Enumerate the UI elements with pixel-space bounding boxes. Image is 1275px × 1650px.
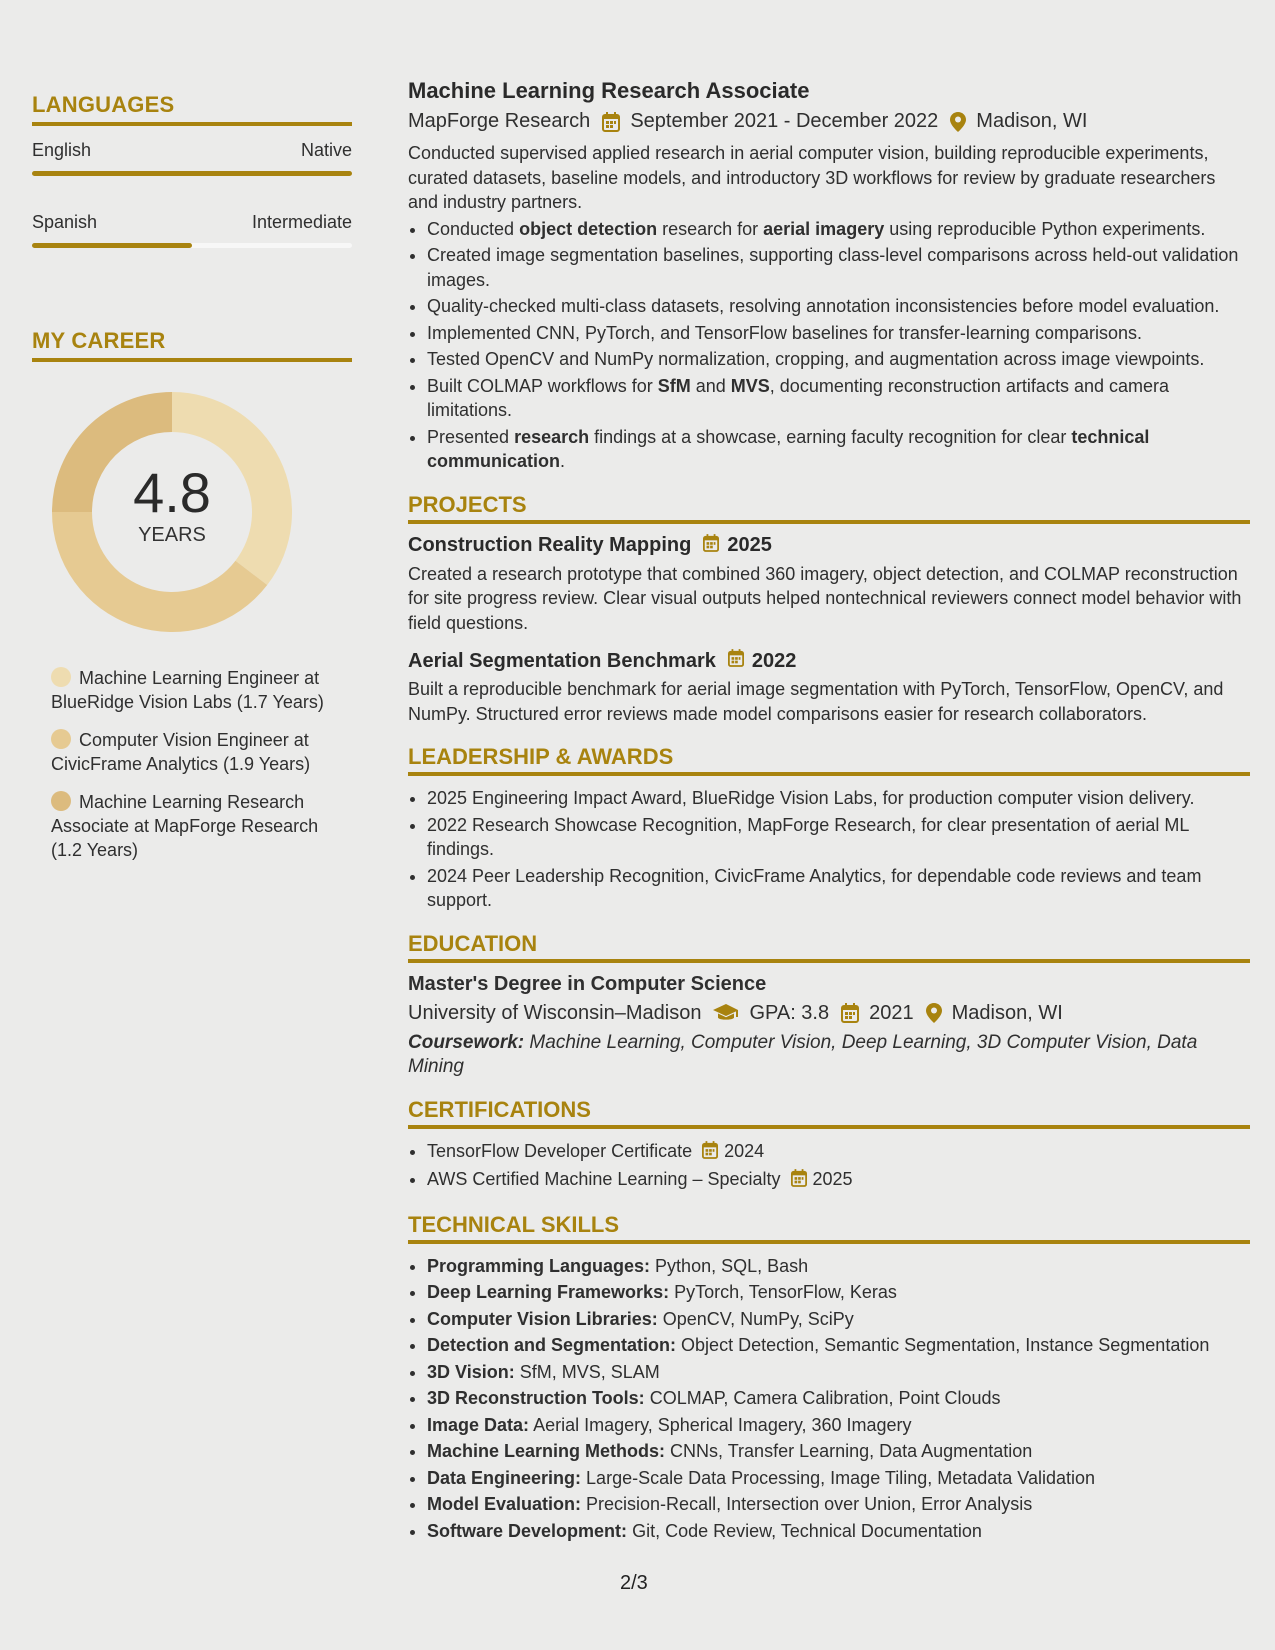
legend-label: Machine Learning Research Associate at MapForge Research (1.2 Years) xyxy=(51,792,319,860)
emphasis-text: technical communication xyxy=(427,426,1150,471)
legend-dot xyxy=(51,729,71,749)
project-title: Aerial Segmentation Benchmark xyxy=(408,649,716,672)
skill-item xyxy=(427,1386,1250,1411)
skills-heading: TECHNICAL SKILLS xyxy=(408,1212,1250,1244)
bullet-text: using reproducible Python experiments. xyxy=(884,218,1206,239)
language-row xyxy=(32,212,352,233)
award-item: • 2025 Engineering Impact Award, BlueRidge Vision Labs, for production computer vision delivery. xyxy=(427,786,1250,811)
skill-label: Machine Learning Methods: xyxy=(427,1441,666,1461)
skills-list xyxy=(408,1254,1250,1544)
job-bullet xyxy=(427,217,1250,242)
skill-label: Software Development: xyxy=(427,1520,628,1541)
education-heading: EDUCATION xyxy=(408,931,1250,963)
award-item: • 2022 Research Showcase Recognition, MapForge Research, for clear presentation of aerial ML findings. xyxy=(427,813,1250,862)
career-legend-item xyxy=(51,666,331,714)
skill-value: OpenCV, NumPy, SciPy xyxy=(662,1308,854,1329)
certification-name: AWS Certified Machine Learning – Specialty xyxy=(427,1169,781,1189)
job-bullets xyxy=(408,217,1250,474)
emphasis-text: SfM xyxy=(657,375,691,396)
skill-item xyxy=(427,1254,1250,1279)
education-meta xyxy=(408,1002,1250,1025)
degree-title: Master's Degree in Computer Science xyxy=(408,972,767,995)
calendar-icon xyxy=(728,649,744,673)
job-bullet xyxy=(427,347,1250,372)
skill-value: Python, SQL, Bash xyxy=(655,1255,809,1276)
skill-label: Computer Vision Libraries: xyxy=(427,1308,658,1329)
coursework-list: Machine Learning, Computer Vision, Deep Learning, 3D Computer Vision, Data Mining xyxy=(408,1031,1198,1077)
certifications-heading: CERTIFICATIONS xyxy=(408,1097,1250,1129)
certification-name: TensorFlow Developer Certificate xyxy=(427,1140,693,1161)
career-section xyxy=(32,328,352,862)
job-dates: September 2021 - December 2022 xyxy=(630,110,939,132)
job-summary: Conducted supervised applied research in aerial computer vision, building reproducible experiments, curated datasets, baseline models, and introductory 3D workflows for review by graduate researchers and industry partners. xyxy=(408,143,1216,212)
career-legend-item xyxy=(51,728,331,776)
career-donut-chart xyxy=(52,392,292,632)
bullet-text: Presented xyxy=(427,426,515,447)
skill-value: COLMAP, Camera Calibration, Point Clouds xyxy=(649,1388,1001,1408)
coursework-label: Coursework: xyxy=(408,1031,525,1053)
certifications-list xyxy=(408,1139,1250,1194)
school-name: University of Wisconsin–Madison xyxy=(408,1001,702,1024)
skill-value: Precision-Recall, Intersection over Union, Error Analysis xyxy=(586,1494,1033,1514)
language-item xyxy=(32,212,352,248)
awards-list xyxy=(408,786,1250,913)
calendar-icon xyxy=(703,534,719,558)
languages-heading: LANGUAGES xyxy=(32,92,352,126)
language-item xyxy=(32,140,352,176)
emphasis-text: aerial imagery xyxy=(763,218,885,239)
graduation-cap-icon xyxy=(713,1004,739,1022)
career-legend xyxy=(32,666,352,862)
company-name: MapForge Research xyxy=(408,110,591,132)
gpa: GPA: 3.8 xyxy=(749,1001,830,1024)
calendar-icon xyxy=(602,112,620,132)
career-legend-item xyxy=(51,790,331,862)
award-item: • 2024 Peer Leadership Recognition, CivicFrame Analytics, for dependable code reviews and team support. xyxy=(427,864,1250,913)
skill-item xyxy=(427,1307,1250,1332)
project-description: Created a research prototype that combined 360 imagery, object detection, and COLMAP reconstruction for site progress review. Clear visual outputs helped nontechnical reviewers connect model behavior with field questions. xyxy=(408,563,1242,633)
projects-list xyxy=(408,534,1250,727)
project-year: 2025 xyxy=(727,534,772,556)
skill-value: PyTorch, TensorFlow, Keras xyxy=(674,1282,897,1302)
languages-list xyxy=(32,140,352,248)
job-location: Madison, WI xyxy=(976,110,1088,132)
language-level: Native xyxy=(300,140,352,160)
main-content xyxy=(408,78,1250,1545)
legend-label: Computer Vision Engineer at CivicFrame Analytics (1.9 Years) xyxy=(51,730,311,774)
bullet-text: research for xyxy=(657,218,764,239)
skill-item xyxy=(427,1280,1250,1305)
career-heading: MY CAREER xyxy=(32,328,352,362)
location-pin-icon xyxy=(950,112,966,132)
bullet-text: and xyxy=(690,375,731,396)
bullet-text: Built COLMAP workflows for xyxy=(427,375,658,396)
skill-item xyxy=(427,1492,1250,1517)
skill-label: Deep Learning Frameworks: xyxy=(427,1282,670,1302)
skill-item xyxy=(427,1439,1250,1464)
certification-year: 2024 xyxy=(724,1140,765,1161)
skill-label: 3D Vision: xyxy=(427,1361,515,1382)
job-bullet xyxy=(427,321,1250,346)
emphasis-text: MVS xyxy=(730,375,770,396)
total-years-unit: YEARS xyxy=(138,524,206,546)
certification-item xyxy=(427,1139,1250,1166)
language-name: English xyxy=(32,140,92,160)
bullet-text: Tested OpenCV and NumPy normalization, cropping, and augmentation across image viewpoints. xyxy=(427,349,1205,369)
language-row xyxy=(32,140,352,161)
awards-heading: LEADERSHIP & AWARDS xyxy=(408,744,1250,776)
language-proficiency-fill xyxy=(32,243,192,248)
project-item xyxy=(408,534,1250,636)
skill-item xyxy=(427,1413,1250,1438)
project-item xyxy=(408,649,1250,726)
bullet-text: Conducted xyxy=(427,218,520,239)
projects-heading: PROJECTS xyxy=(408,492,1250,524)
skill-label: Detection and Segmentation: xyxy=(427,1335,677,1355)
skill-label: Data Engineering: xyxy=(427,1467,582,1488)
skill-item xyxy=(427,1333,1250,1358)
skill-value: Aerial Imagery, Spherical Imagery, 360 Imagery xyxy=(533,1414,912,1435)
graduation-year: 2021 xyxy=(869,1001,914,1024)
legend-dot xyxy=(51,791,71,811)
bullet-text: findings at a showcase, earning faculty recognition for clear xyxy=(589,426,1072,447)
skill-value: CNNs, Transfer Learning, Data Augmentation xyxy=(670,1441,1033,1461)
coursework xyxy=(408,1031,1250,1079)
project-year: 2022 xyxy=(751,649,797,672)
bullet-text: Implemented CNN, PyTorch, and TensorFlow baselines for transfer-learning comparisons. xyxy=(427,322,1142,343)
education-location: Madison, WI xyxy=(951,1001,1063,1024)
language-proficiency-bar xyxy=(32,171,352,176)
job-bullet xyxy=(427,243,1250,292)
calendar-icon xyxy=(791,1169,807,1194)
sidebar xyxy=(32,92,352,876)
calendar-icon xyxy=(841,1003,859,1023)
job-title: Machine Learning Research Associate xyxy=(408,78,810,103)
job-bullet xyxy=(427,374,1250,423)
certification-year: 2025 xyxy=(812,1169,853,1189)
calendar-icon xyxy=(702,1141,718,1166)
bullet-text: Quality-checked multi-class datasets, resolving annotation inconsistencies before model evaluation. xyxy=(427,296,1220,316)
skill-value: Git, Code Review, Technical Documentation xyxy=(632,1520,982,1541)
emphasis-text: research xyxy=(514,426,590,447)
project-title: Construction Reality Mapping xyxy=(408,534,692,556)
skill-value: Object Detection, Semantic Segmentation, Instance Segmentation xyxy=(681,1335,1210,1355)
job-bullet xyxy=(427,294,1250,319)
bullet-text: , documenting reconstruction artifacts and camera limitations. xyxy=(427,375,1169,420)
location-pin-icon xyxy=(926,1003,942,1023)
skill-label: 3D Reconstruction Tools: xyxy=(427,1388,645,1408)
language-proficiency-bar xyxy=(32,243,352,248)
emphasis-text: object detection xyxy=(519,218,658,239)
donut-center xyxy=(52,461,292,547)
legend-label: Machine Learning Engineer at BlueRidge Vision Labs (1.7 Years) xyxy=(51,668,324,712)
language-proficiency-fill xyxy=(32,171,352,176)
skill-label: Image Data: xyxy=(427,1414,530,1435)
total-years-value: 4.8 xyxy=(133,461,211,524)
language-name: Spanish xyxy=(32,212,98,232)
job-meta xyxy=(408,110,1250,133)
job-bullet xyxy=(427,425,1250,474)
project-description: Built a reproducible benchmark for aerial image segmentation with PyTorch, TensorFlow, OpenCV, and NumPy. Structured error reviews made model comparisons easier for research collaborators. xyxy=(408,679,1224,724)
certification-item xyxy=(427,1167,1250,1194)
bullet-text: . xyxy=(560,451,566,471)
skill-value: SfM, MVS, SLAM xyxy=(519,1361,660,1382)
bullet-text: Created image segmentation baselines, supporting class-level comparisons across held-out validation images. xyxy=(427,245,1239,290)
skill-item xyxy=(427,1360,1250,1385)
skill-label: Programming Languages: xyxy=(427,1255,651,1276)
legend-dot xyxy=(51,667,71,687)
skill-item xyxy=(427,1466,1250,1491)
skill-value: Large-Scale Data Processing, Image Tiling, Metadata Validation xyxy=(586,1467,1095,1488)
project-title-row xyxy=(408,649,1250,673)
skill-item xyxy=(427,1519,1250,1544)
skill-label: Model Evaluation: xyxy=(427,1494,582,1514)
language-level: Intermediate xyxy=(251,212,352,232)
page-number: 2/3 xyxy=(620,1572,648,1594)
project-title-row xyxy=(408,534,1250,558)
